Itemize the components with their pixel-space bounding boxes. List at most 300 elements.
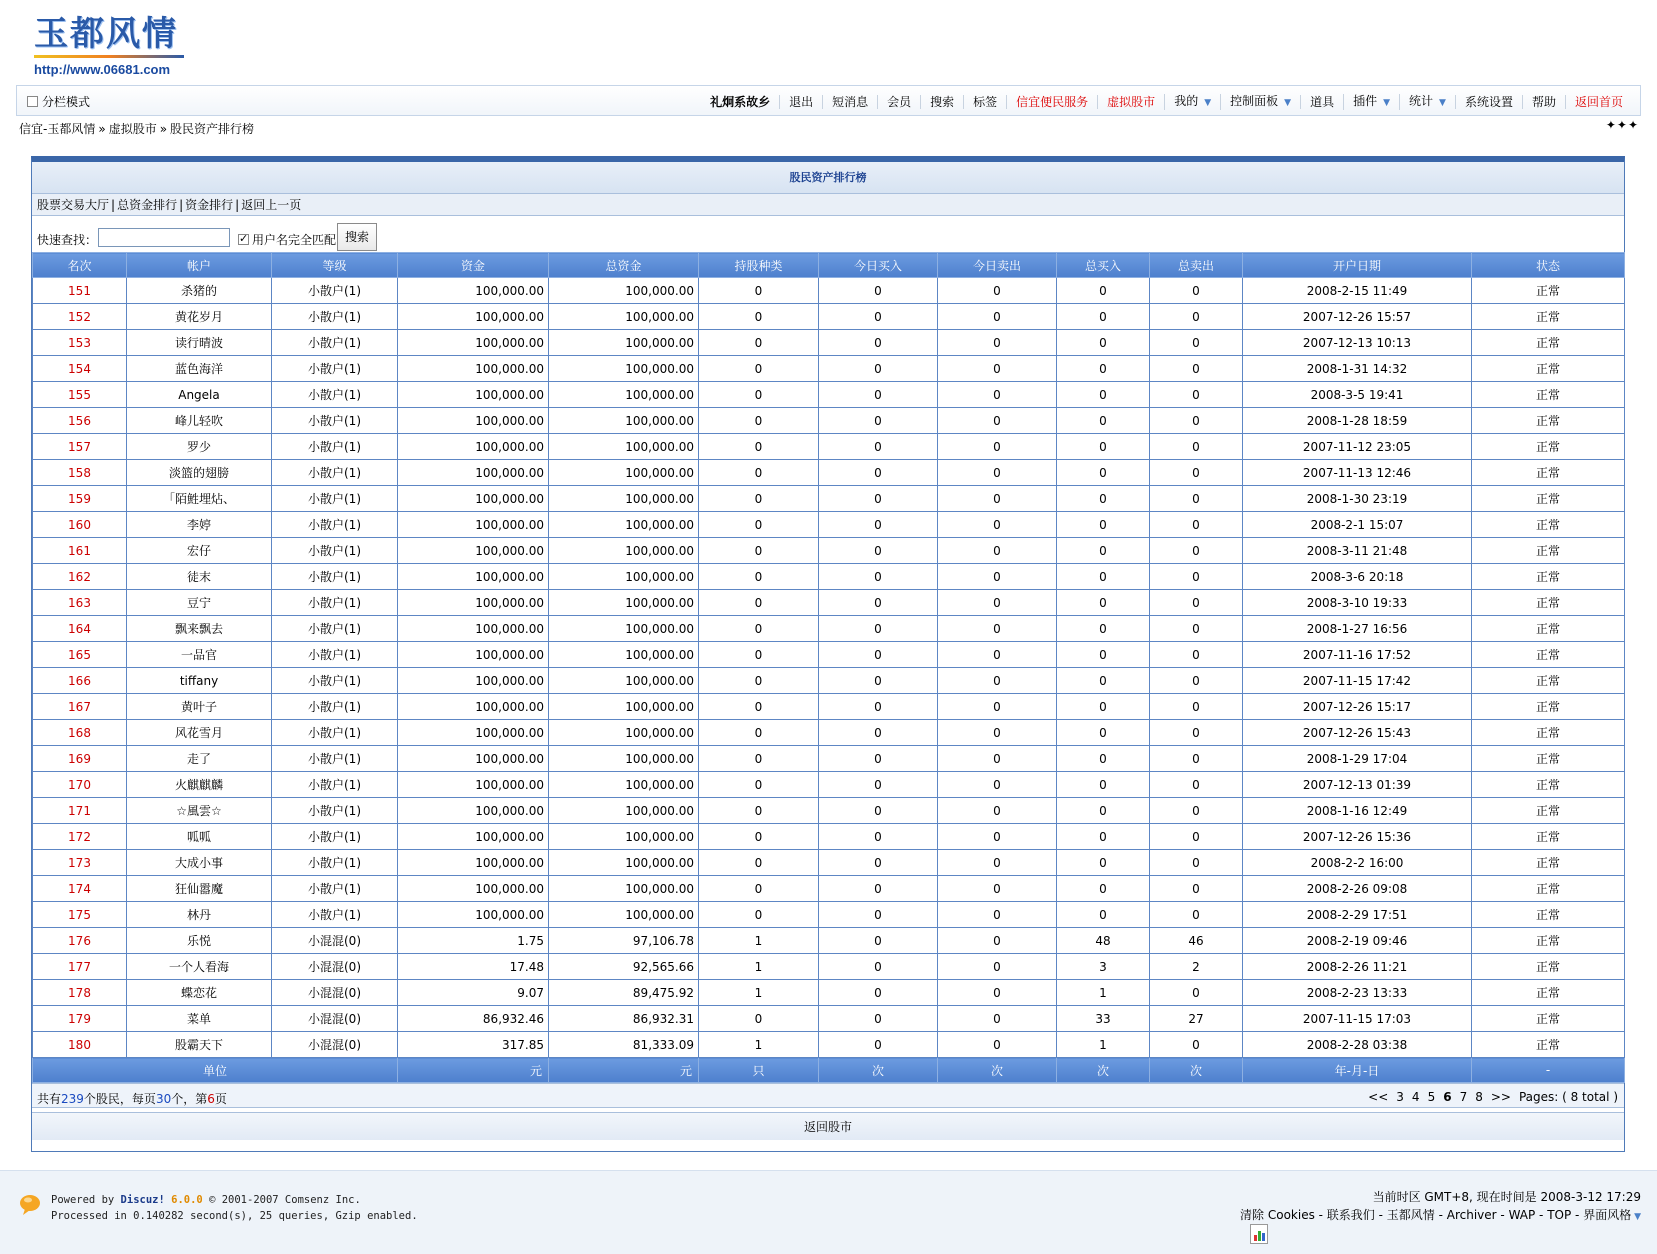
cell-帐户[interactable]: 杀猪的 <box>127 278 272 304</box>
cell-开户日期: 2007-12-26 15:36 <box>1243 824 1472 850</box>
quick-search <box>32 216 1624 252</box>
cell-总卖出: 46 <box>1150 928 1243 954</box>
cell-今日卖出: 0 <box>938 642 1057 668</box>
cell-帐户[interactable]: 林丹 <box>127 902 272 928</box>
discuz-link[interactable]: Discuz! <box>120 1194 165 1206</box>
cell-今日买入: 0 <box>819 746 938 772</box>
column-header: 状态 <box>1472 253 1625 278</box>
search-input[interactable] <box>98 228 230 247</box>
cell-帐户[interactable]: 狂仙嚣魔 <box>127 876 272 902</box>
nav-menu <box>701 94 1632 110</box>
table-row <box>33 928 1625 954</box>
cell-名次: 157 <box>33 434 127 460</box>
cell-名次: 153 <box>33 330 127 356</box>
cell-持股种类: 0 <box>699 668 819 694</box>
cell-帐户[interactable]: 呱呱 <box>127 824 272 850</box>
cell-今日卖出: 0 <box>938 980 1057 1006</box>
table-row <box>33 538 1625 564</box>
cell-总资金: 100,000.00 <box>549 330 699 356</box>
cell-持股种类: 0 <box>699 304 819 330</box>
cell-总卖出: 0 <box>1150 434 1243 460</box>
nav-item-label: 道具 <box>1310 95 1335 109</box>
cell-总卖出: 0 <box>1150 1032 1243 1058</box>
cell-总卖出: 0 <box>1150 850 1243 876</box>
cell-资金: 100,000.00 <box>398 824 549 850</box>
cell-资金: 100,000.00 <box>398 876 549 902</box>
subnav-separator: | <box>179 198 184 212</box>
nav-item-label: 返回首页 <box>1574 95 1623 109</box>
table-row <box>33 356 1625 382</box>
powered-prefix: Powered by <box>51 1194 121 1206</box>
subnav-link-0[interactable]: 股票交易大厅 <box>37 198 110 212</box>
cell-总卖出: 0 <box>1150 408 1243 434</box>
column-header: 名次 <box>33 253 127 278</box>
cell-资金: 100,000.00 <box>398 720 549 746</box>
cell-等级: 小散户(1) <box>272 902 398 928</box>
cell-总资金: 100,000.00 <box>549 876 699 902</box>
table-row <box>33 954 1625 980</box>
cell-状态: 正常 <box>1472 564 1625 590</box>
nav-item-label: 统计 <box>1409 94 1434 108</box>
unit-cell: 只 <box>699 1058 819 1083</box>
cell-帐户[interactable]: 豆宁 <box>127 590 272 616</box>
cell-帐户[interactable]: 淡篮的翅膀 <box>127 460 272 486</box>
cell-帐户[interactable]: 宏仔 <box>127 538 272 564</box>
cell-总买入: 33 <box>1057 1006 1150 1032</box>
cell-帐户[interactable]: 大成小事 <box>127 850 272 876</box>
cell-帐户[interactable]: 读行晴波 <box>127 330 272 356</box>
cell-今日卖出: 0 <box>938 304 1057 330</box>
cell-开户日期: 2008-1-30 23:19 <box>1243 486 1472 512</box>
cell-总买入: 0 <box>1057 824 1150 850</box>
current-page-number: 6 <box>207 1092 215 1106</box>
table-header-row <box>33 253 1625 278</box>
exact-match-checkbox[interactable] <box>238 234 249 245</box>
cell-总资金: 100,000.00 <box>549 668 699 694</box>
cell-资金: 100,000.00 <box>398 538 549 564</box>
cell-总买入: 0 <box>1057 668 1150 694</box>
split-mode-toggle[interactable] <box>27 93 90 110</box>
nav-item-14[interactable] <box>1522 95 1565 109</box>
cell-总资金: 100,000.00 <box>549 694 699 720</box>
nav-item-1[interactable] <box>779 95 822 109</box>
cell-今日买入: 0 <box>819 668 938 694</box>
cell-持股种类: 0 <box>699 590 819 616</box>
cell-名次: 180 <box>33 1032 127 1058</box>
cell-名次: 176 <box>33 928 127 954</box>
cell-总买入: 0 <box>1057 408 1150 434</box>
table-row <box>33 460 1625 486</box>
subnav-separator: | <box>235 198 240 212</box>
cell-总卖出: 0 <box>1150 356 1243 382</box>
cell-帐户[interactable]: 罗少 <box>127 434 272 460</box>
nav-item-label: 礼炯系故乡 <box>710 95 771 109</box>
cell-帐户[interactable]: 火麒麒麟 <box>127 772 272 798</box>
cell-帐户[interactable]: 一个人看海 <box>127 954 272 980</box>
cell-总卖出: 0 <box>1150 876 1243 902</box>
cell-持股种类: 1 <box>699 954 819 980</box>
cell-今日卖出: 0 <box>938 824 1057 850</box>
cell-状态: 正常 <box>1472 304 1625 330</box>
cell-等级: 小散户(1) <box>272 772 398 798</box>
table-row <box>33 278 1625 304</box>
cell-总卖出: 0 <box>1150 772 1243 798</box>
cell-开户日期: 2008-2-1 15:07 <box>1243 512 1472 538</box>
subnav-link-3[interactable]: 返回上一页 <box>241 198 302 212</box>
cell-总买入: 0 <box>1057 460 1150 486</box>
site-logo[interactable] <box>34 14 194 78</box>
column-header: 总买入 <box>1057 253 1150 278</box>
nav-item-label: 信宜便民服务 <box>1016 95 1089 109</box>
nav-item-label: 标签 <box>973 95 998 109</box>
cell-状态: 正常 <box>1472 408 1625 434</box>
cell-今日买入: 0 <box>819 304 938 330</box>
cell-今日买入: 0 <box>819 460 938 486</box>
nav-item-2[interactable] <box>822 95 877 109</box>
cell-名次: 175 <box>33 902 127 928</box>
units-row <box>33 1058 1625 1083</box>
cell-资金: 100,000.00 <box>398 408 549 434</box>
cell-总买入: 1 <box>1057 980 1150 1006</box>
cell-今日买入: 0 <box>819 512 938 538</box>
cell-等级: 小散户(1) <box>272 668 398 694</box>
table-row <box>33 798 1625 824</box>
nav-item-12[interactable] <box>1399 94 1455 110</box>
cell-名次: 178 <box>33 980 127 1006</box>
table-row <box>33 330 1625 356</box>
unit-cell: 元 <box>549 1058 699 1083</box>
cell-等级: 小混混(0) <box>272 928 398 954</box>
exact-match-toggle[interactable] <box>238 231 336 248</box>
table-row <box>33 1006 1625 1032</box>
nav-item-label: 插件 <box>1353 94 1378 108</box>
stats-counter-icon[interactable] <box>1250 1224 1268 1244</box>
chevron-down-icon[interactable]: ▼ <box>1204 98 1212 108</box>
cell-今日卖出: 0 <box>938 434 1057 460</box>
nav-item-13[interactable] <box>1455 95 1522 109</box>
cell-总资金: 100,000.00 <box>549 486 699 512</box>
cell-资金: 100,000.00 <box>398 564 549 590</box>
cell-持股种类: 0 <box>699 876 819 902</box>
cell-今日买入: 0 <box>819 356 938 382</box>
table-row <box>33 486 1625 512</box>
nav-item-5[interactable] <box>963 95 1006 109</box>
cell-持股种类: 0 <box>699 382 819 408</box>
table-row <box>33 772 1625 798</box>
cell-总卖出: 0 <box>1150 616 1243 642</box>
cell-今日买入: 0 <box>819 954 938 980</box>
cell-开户日期: 2008-3-5 19:41 <box>1243 382 1472 408</box>
cell-开户日期: 2007-11-12 23:05 <box>1243 434 1472 460</box>
column-header: 帐户 <box>127 253 272 278</box>
cell-帐户[interactable]: 菜单 <box>127 1006 272 1032</box>
cell-等级: 小散户(1) <box>272 616 398 642</box>
timezone-info: 当前时区 GMT+8, 现在时间是 2008-3-12 17:29 <box>1372 1190 1641 1204</box>
cell-总卖出: 0 <box>1150 746 1243 772</box>
cell-持股种类: 0 <box>699 746 819 772</box>
cell-等级: 小散户(1) <box>272 798 398 824</box>
cell-总买入: 0 <box>1057 564 1150 590</box>
nav-item-9[interactable] <box>1220 94 1300 110</box>
breadcrumb-item-0[interactable]: 信宜-玉都风情 <box>19 122 96 136</box>
cell-开户日期: 2007-12-13 10:13 <box>1243 330 1472 356</box>
cell-资金: 17.48 <box>398 954 549 980</box>
nav-item-4[interactable] <box>920 95 963 109</box>
cell-持股种类: 0 <box>699 564 819 590</box>
cell-总资金: 100,000.00 <box>549 616 699 642</box>
cell-总资金: 100,000.00 <box>549 304 699 330</box>
footer-link-4[interactable]: WAP <box>1508 1208 1536 1222</box>
split-mode-checkbox[interactable] <box>27 96 38 107</box>
cell-等级: 小散户(1) <box>272 278 398 304</box>
cell-总卖出: 0 <box>1150 668 1243 694</box>
cell-今日卖出: 0 <box>938 460 1057 486</box>
cell-开户日期: 2008-3-11 21:48 <box>1243 538 1472 564</box>
footer-separator: - <box>1434 1208 1447 1222</box>
pager-page-5[interactable]: 5 <box>1427 1090 1436 1104</box>
cell-总资金: 100,000.00 <box>549 720 699 746</box>
table-row <box>33 694 1625 720</box>
footer-link-0[interactable]: 清除 Cookies <box>1240 1208 1315 1222</box>
cell-状态: 正常 <box>1472 720 1625 746</box>
cell-等级: 小散户(1) <box>272 694 398 720</box>
cell-帐户[interactable]: ☆風雲☆ <box>127 798 272 824</box>
cell-等级: 小散户(1) <box>272 486 398 512</box>
chevron-down-icon[interactable]: ▼ <box>1439 98 1446 108</box>
cell-总买入: 0 <box>1057 876 1150 902</box>
cell-资金: 100,000.00 <box>398 902 549 928</box>
cell-名次: 158 <box>33 460 127 486</box>
cell-总资金: 100,000.00 <box>549 590 699 616</box>
pager-prev[interactable]: << <box>1368 1090 1389 1104</box>
cell-持股种类: 0 <box>699 486 819 512</box>
cell-帐户[interactable]: 乐悦 <box>127 928 272 954</box>
chevron-down-icon[interactable]: ▼ <box>1284 98 1292 108</box>
cell-等级: 小散户(1) <box>272 356 398 382</box>
cell-开户日期: 2007-11-16 17:52 <box>1243 642 1472 668</box>
cell-总卖出: 0 <box>1150 720 1243 746</box>
cell-今日卖出: 0 <box>938 850 1057 876</box>
cell-总卖出: 0 <box>1150 330 1243 356</box>
cell-开户日期: 2008-1-27 16:56 <box>1243 616 1472 642</box>
footer-right <box>1240 1188 1641 1226</box>
subnav-link-2[interactable]: 资金排行 <box>185 198 234 212</box>
cell-资金: 100,000.00 <box>398 434 549 460</box>
cell-帐户[interactable]: 黄花岁月 <box>127 304 272 330</box>
footer-separator: - <box>1571 1208 1584 1222</box>
nav-item-label: 短消息 <box>832 95 869 109</box>
unit-cell: 次 <box>938 1058 1057 1083</box>
cell-等级: 小散户(1) <box>272 330 398 356</box>
cell-今日卖出: 0 <box>938 1032 1057 1058</box>
nav-item-label: 帮助 <box>1531 95 1556 109</box>
cell-帐户[interactable]: 股霸天下 <box>127 1032 272 1058</box>
cell-名次: 152 <box>33 304 127 330</box>
cell-名次: 151 <box>33 278 127 304</box>
cell-状态: 正常 <box>1472 824 1625 850</box>
back-to-market-link[interactable]: 返回股市 <box>32 1112 1624 1140</box>
cell-总卖出: 0 <box>1150 980 1243 1006</box>
nav-item-6[interactable] <box>1006 95 1097 109</box>
footer-link-6[interactable]: 界面风格 <box>1583 1208 1632 1222</box>
summary-mid: 个股民，每页 <box>83 1092 156 1106</box>
cell-帐户[interactable]: 徒末 <box>127 564 272 590</box>
cell-持股种类: 0 <box>699 902 819 928</box>
cell-帐户[interactable]: Angela <box>127 382 272 408</box>
column-header: 持股种类 <box>699 253 819 278</box>
pager-page-7[interactable]: 7 <box>1459 1090 1468 1104</box>
ranking-panel <box>31 156 1625 1152</box>
table-row <box>33 642 1625 668</box>
footer-links <box>1240 1206 1641 1226</box>
cell-总资金: 100,000.00 <box>549 356 699 382</box>
subnav-link-1[interactable]: 总资金排行 <box>117 198 178 212</box>
footer-link-5[interactable]: TOP <box>1547 1208 1572 1222</box>
cell-开户日期: 2008-1-31 14:32 <box>1243 356 1472 382</box>
pager-page-3[interactable]: 3 <box>1396 1090 1404 1104</box>
cell-今日卖出: 0 <box>938 1006 1057 1032</box>
search-label: 快速查找： <box>37 233 98 247</box>
cell-帐户[interactable]: 李婷 <box>127 512 272 538</box>
breadcrumb-more-icon[interactable]: ✦✦✦ <box>1605 118 1639 132</box>
cell-今日买入: 0 <box>819 1032 938 1058</box>
cell-总卖出: 0 <box>1150 486 1243 512</box>
pager-page-4[interactable]: 4 <box>1411 1090 1420 1104</box>
chevron-down-icon[interactable]: ▼ <box>1383 98 1391 108</box>
cell-名次: 179 <box>33 1006 127 1032</box>
cell-等级: 小散户(1) <box>272 746 398 772</box>
cell-状态: 正常 <box>1472 876 1625 902</box>
cell-状态: 正常 <box>1472 382 1625 408</box>
cell-资金: 100,000.00 <box>398 642 549 668</box>
nav-item-label: 会员 <box>887 95 912 109</box>
cell-开户日期: 2007-12-26 15:17 <box>1243 694 1472 720</box>
cell-持股种类: 0 <box>699 798 819 824</box>
per-page-count: 30 <box>155 1092 172 1106</box>
cell-帐户[interactable]: 「陌鮏埋炶、 <box>127 486 272 512</box>
cell-总资金: 100,000.00 <box>549 434 699 460</box>
cell-持股种类: 0 <box>699 772 819 798</box>
cell-总买入: 0 <box>1057 772 1150 798</box>
cell-总卖出: 0 <box>1150 642 1243 668</box>
nav-item-8[interactable] <box>1164 94 1220 110</box>
cell-帐户[interactable]: 飘来飘去 <box>127 616 272 642</box>
search-button[interactable]: 搜索 <box>337 223 377 251</box>
breadcrumb-item-2: 股民资产排行榜 <box>170 122 255 136</box>
cell-帐户[interactable]: tiffany <box>127 668 272 694</box>
cell-等级: 小混混(0) <box>272 1006 398 1032</box>
cell-今日买入: 0 <box>819 902 938 928</box>
cell-状态: 正常 <box>1472 902 1625 928</box>
table-row <box>33 980 1625 1006</box>
cell-帐户[interactable]: 蝶恋花 <box>127 980 272 1006</box>
cell-总买入: 3 <box>1057 954 1150 980</box>
powered-by <box>51 1192 418 1224</box>
cell-今日买入: 0 <box>819 824 938 850</box>
cell-持股种类: 0 <box>699 330 819 356</box>
cell-帐户[interactable]: 一品官 <box>127 642 272 668</box>
footer-separator: - <box>1374 1208 1387 1222</box>
panel-subnav <box>32 194 1624 216</box>
cell-状态: 正常 <box>1472 642 1625 668</box>
cell-资金: 100,000.00 <box>398 512 549 538</box>
cell-今日买入: 0 <box>819 538 938 564</box>
cell-资金: 100,000.00 <box>398 616 549 642</box>
pager-page-8[interactable]: 8 <box>1475 1090 1483 1104</box>
cell-帐户[interactable]: 黄叶子 <box>127 694 272 720</box>
cell-状态: 正常 <box>1472 746 1625 772</box>
cell-资金: 100,000.00 <box>398 486 549 512</box>
column-header: 今日买入 <box>819 253 938 278</box>
footer-link-3[interactable]: Archiver <box>1446 1208 1497 1222</box>
chevron-down-icon[interactable]: ▼ <box>1631 1212 1641 1222</box>
ranking-table <box>32 252 1625 1083</box>
cell-资金: 100,000.00 <box>398 772 549 798</box>
processed-info: Processed in 0.140282 second(s), 25 queries, Gzip enabled. <box>51 1210 418 1222</box>
cell-今日卖出: 0 <box>938 590 1057 616</box>
breadcrumb-separator: » <box>98 122 106 136</box>
discuz-version: 6.0.0 <box>171 1194 203 1206</box>
cell-资金: 100,000.00 <box>398 590 549 616</box>
cell-帐户[interactable]: 峰儿轻吹 <box>127 408 272 434</box>
cell-开户日期: 2007-11-13 12:46 <box>1243 460 1472 486</box>
pager-info: Pages: ( 8 total ) <box>1518 1090 1618 1104</box>
cell-状态: 正常 <box>1472 590 1625 616</box>
cell-今日买入: 0 <box>819 980 938 1006</box>
cell-今日卖出: 0 <box>938 538 1057 564</box>
nav-item-10[interactable] <box>1300 95 1343 109</box>
cell-持股种类: 0 <box>699 278 819 304</box>
nav-item-11[interactable] <box>1343 94 1399 110</box>
footer-link-1[interactable]: 联系我们 <box>1326 1208 1375 1222</box>
cell-开户日期: 2008-3-10 19:33 <box>1243 590 1472 616</box>
cell-今日买入: 0 <box>819 564 938 590</box>
footer-separator: - <box>1496 1208 1509 1222</box>
cell-名次: 161 <box>33 538 127 564</box>
table-row <box>33 850 1625 876</box>
cell-开户日期: 2008-2-15 11:49 <box>1243 278 1472 304</box>
footer-link-2[interactable]: 玉都风情 <box>1386 1208 1435 1222</box>
table-row <box>33 876 1625 902</box>
nav-item-15[interactable] <box>1565 95 1632 109</box>
table-row <box>33 434 1625 460</box>
cell-总买入: 0 <box>1057 746 1150 772</box>
cell-总卖出: 0 <box>1150 512 1243 538</box>
cell-名次: 172 <box>33 824 127 850</box>
cell-今日卖出: 0 <box>938 928 1057 954</box>
breadcrumb-item-1[interactable]: 虚拟股市 <box>108 122 157 136</box>
cell-开户日期: 2008-2-23 13:33 <box>1243 980 1472 1006</box>
pager-page-6[interactable]: 6 <box>1443 1090 1452 1104</box>
pager-next[interactable]: >> <box>1490 1090 1511 1104</box>
nav-item-0[interactable] <box>701 95 779 109</box>
cell-总资金: 97,106.78 <box>549 928 699 954</box>
cell-今日买入: 0 <box>819 408 938 434</box>
cell-持股种类: 1 <box>699 980 819 1006</box>
cell-等级: 小散户(1) <box>272 304 398 330</box>
cell-今日买入: 0 <box>819 798 938 824</box>
cell-状态: 正常 <box>1472 772 1625 798</box>
nav-item-7[interactable] <box>1097 95 1164 109</box>
cell-状态: 正常 <box>1472 980 1625 1006</box>
cell-开户日期: 2008-2-28 03:38 <box>1243 1032 1472 1058</box>
nav-item-3[interactable] <box>877 95 920 109</box>
cell-帐户[interactable]: 走了 <box>127 746 272 772</box>
cell-开户日期: 2008-2-2 16:00 <box>1243 850 1472 876</box>
cell-今日卖出: 0 <box>938 798 1057 824</box>
cell-帐户[interactable]: 风花雪月 <box>127 720 272 746</box>
cell-帐户[interactable]: 蓝色海洋 <box>127 356 272 382</box>
